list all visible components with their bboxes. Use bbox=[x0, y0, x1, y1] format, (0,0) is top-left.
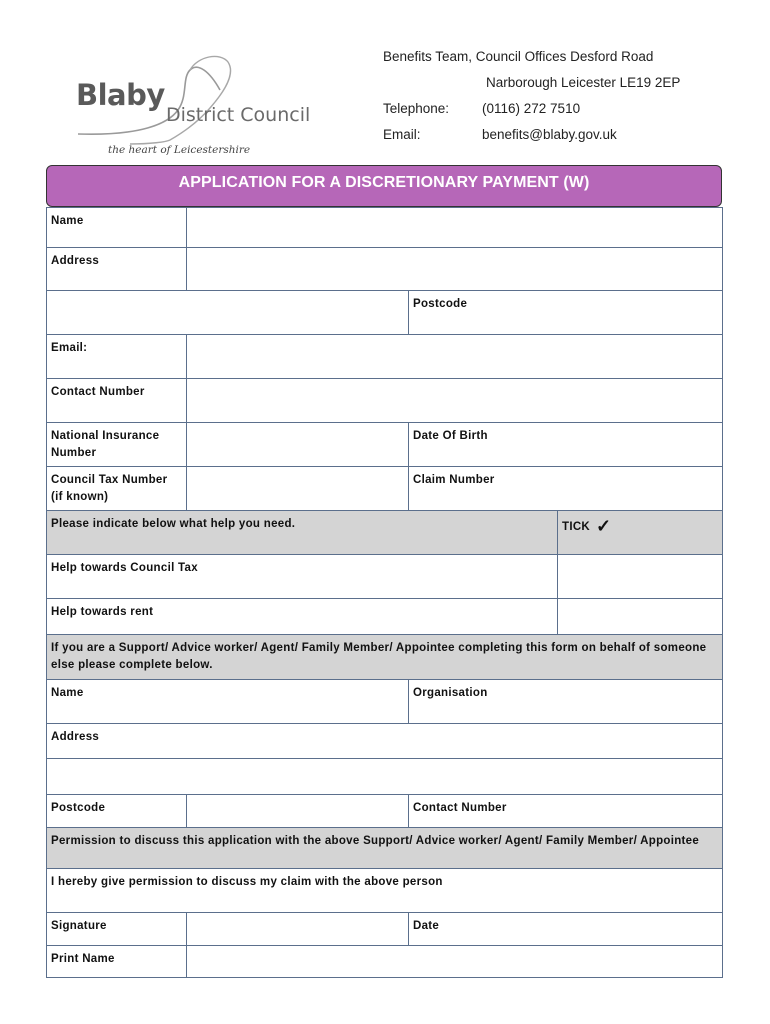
agent-address-line-2-field[interactable] bbox=[46, 758, 723, 795]
permission-heading: Permission to discuss this application with the above Support/ Advice worker/ Agent/ Family Member/ Appointee bbox=[46, 827, 723, 869]
logo-tagline: the heart of Leicestershire bbox=[108, 144, 251, 156]
contact-number-field[interactable] bbox=[186, 378, 723, 423]
form-title-bar bbox=[46, 165, 722, 207]
agent-postcode-label: Postcode bbox=[46, 794, 187, 828]
postcode-field[interactable] bbox=[408, 290, 723, 335]
name-label: Name bbox=[46, 207, 187, 248]
address-line-1: Benefits Team, Council Offices Desford Road bbox=[383, 49, 654, 64]
date-field[interactable] bbox=[408, 912, 723, 946]
help-rent-tickbox[interactable] bbox=[557, 598, 723, 635]
telephone-label: Telephone: bbox=[383, 101, 450, 116]
agent-address-field[interactable] bbox=[46, 723, 723, 759]
form-title: APPLICATION FOR A DISCRETIONARY PAYMENT (W) bbox=[178, 174, 590, 191]
contact-number-label: Contact Number bbox=[46, 378, 187, 423]
email-label: Email: bbox=[383, 127, 421, 142]
logo-subname: District Council bbox=[166, 104, 311, 126]
council-tax-number-field[interactable] bbox=[186, 466, 409, 511]
print-name-label: Print Name bbox=[46, 945, 187, 978]
address-label: Address bbox=[46, 247, 187, 291]
agent-organisation-field[interactable] bbox=[408, 679, 723, 724]
claim-number-field[interactable] bbox=[408, 466, 723, 511]
telephone-value: (0116) 272 7510 bbox=[482, 101, 581, 116]
date-of-birth-label: Date Of Birth bbox=[413, 430, 488, 442]
email-value: benefits@blaby.gov.uk bbox=[482, 127, 617, 142]
national-insurance-label: National Insurance Number bbox=[46, 422, 187, 467]
address-field[interactable] bbox=[186, 247, 723, 291]
agent-name-label: Name bbox=[51, 687, 84, 699]
email-label: Email: bbox=[46, 334, 187, 379]
address-line-2: Narborough Leicester LE19 2EP bbox=[486, 75, 681, 90]
tick-label: TICK bbox=[562, 521, 591, 533]
help-council-tax-label: Help towards Council Tax bbox=[46, 554, 558, 599]
logo-wordmark: Blaby bbox=[76, 78, 165, 112]
date-of-birth-field[interactable] bbox=[408, 422, 723, 467]
agent-contact-number-field[interactable] bbox=[408, 794, 723, 828]
email-field[interactable] bbox=[186, 334, 723, 379]
agent-heading: If you are a Support/ Advice worker/ Agent/ Family Member/ Appointee completing this form on behalf of someone else please complete below. bbox=[46, 634, 723, 680]
postcode-label: Postcode bbox=[413, 298, 468, 310]
agent-name-field[interactable] bbox=[46, 679, 409, 724]
checkmark-icon: ✓ bbox=[596, 516, 612, 536]
signature-field[interactable] bbox=[186, 912, 409, 946]
agent-contact-number-label: Contact Number bbox=[413, 802, 507, 814]
agent-postcode-field[interactable] bbox=[186, 794, 409, 828]
application-form bbox=[46, 207, 723, 978]
permission-statement: I hereby give permission to discuss my claim with the above person bbox=[46, 868, 723, 913]
address-line-2-field[interactable] bbox=[46, 290, 409, 335]
signature-label: Signature bbox=[46, 912, 187, 946]
national-insurance-field[interactable] bbox=[186, 422, 409, 467]
help-heading: Please indicate below what help you need. bbox=[46, 510, 558, 555]
help-council-tax-tickbox[interactable] bbox=[557, 554, 723, 599]
blaby-logo bbox=[70, 52, 320, 162]
tick-header bbox=[557, 510, 723, 555]
claim-number-label: Claim Number bbox=[413, 474, 495, 486]
agent-organisation-label: Organisation bbox=[413, 687, 488, 699]
name-field[interactable] bbox=[186, 207, 723, 248]
date-label: Date bbox=[413, 920, 440, 932]
print-name-field[interactable] bbox=[186, 945, 723, 978]
help-rent-label: Help towards rent bbox=[46, 598, 558, 635]
agent-address-label: Address bbox=[51, 731, 100, 743]
council-tax-number-label: Council Tax Number (if known) bbox=[46, 466, 187, 511]
